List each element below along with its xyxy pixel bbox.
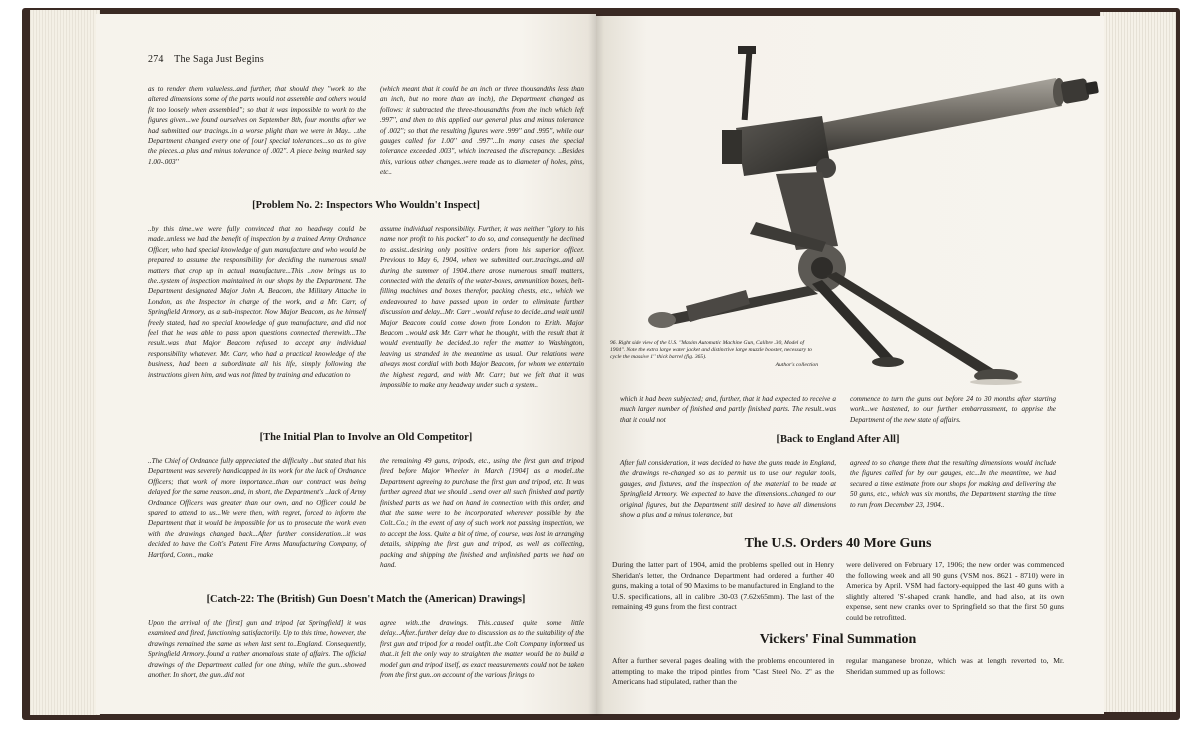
continued-column-left: which it had been subjected; and, further, that it had expected to receive a much larger number of finished and partly finished parts. The result..was that it could not [620, 395, 836, 424]
england-column-left: After full consideration, it was decided to have the guns made in England, the drawings re-changed so as to permit us to use our regular tools, gauges, and fixtures, and the inspection of the material to be made at Springfield Armory. We expected to have the dimensions..changed to our original figures, but the Department still desired to have all dimensions show a plus and a minus tolerance, but [620, 459, 836, 520]
inspectors-column-left: ..by this time..we were fully convinced that no headway could be made..unless we had the benefit of inspection by a trained Army Ordnance Officer, who had special knowledge of gun manufacture and who would be prepared to assume the responsibility for deciding the numerous small matters that crop up in actual manufacture...This ..now brings us to the..system of inspection maintained in our shops by the Department. The Department designated Major John A. Beacom, the Military Attache in London, as the Inspector in charge of the work, and a Mr. Carr, of Springfield Armory, as a sub-inspector. Now Major Beacom, as he himself freely stated, had no special knowledge of gun manufacture, and did not feel that he was able to pass upon questions connected therewith...The result..was that Major Beacom refused to accept any individual responsibility whatever. Mr. Carr, who had a practical knowledge of the business, had been a subordinate all his life, simply following the instructions given him, and was not fitted by training and education to [148, 225, 366, 379]
intro-column-left: as to render them valueless..and further, that should they ''work to the altered dimensions some of the parts would not assemble and others would fit too loosely when assembled''; so that it was impossible to work to the figures given...we found ourselves on September 8th, four months after we had submitted our tracings..in a worse plight than we were in May.. ..the Department changed every one of [our] special tolerances...so as to give the pieces..a plus and minus tolerance of .002''. A piece being marked say 1.00-.003'' [148, 85, 366, 166]
competitor-column-left: ..The Chief of Ordnance fully appreciated the difficulty ..but stated that his Department was severely handicapped in its work for the lack of Ordnance Officers; that work of more importance..than our contract was being delayed for the same reason..and, in short, the Department's ..lack of Army Ordnance Officers was greater than our own, and no Officer could be spared to attend to us...We were then, with regret, forced to inform the Department that it would be impossible for us to prosecute the work even with the drawings changed back...After further consideration...it was decided to have the Colt's Patent Fire Arms Manufacturing Company, of Hartford, Conn., make [148, 457, 366, 559]
section-heading-back-to-england: [Back to England After All] [776, 434, 900, 445]
left-page-edges [30, 10, 100, 715]
orders-column-right: were delivered on February 17, 1906; the new order was commenced the following week and all 90 guns (VSM nos. 8621 - 8710) were in America by April. VSM had factory-equipped the last 40 guns with a slightly altered 'S'-shaped crank handle, and had also, at its own expense, sent new cranks over to Springfield so that the first 50 guns could be retrofitted. [846, 560, 1064, 622]
catch22-column-left: Upon the arrival of the [first] gun and tripod [at Springfield] it was examined and fired, functioning satisfactorily. Up to this time, however, the drawings remained the same as when last sent to..England. Consequently, Springfield Armory..found a rather anomalous state of affairs. The official drawings of the Department called for one thing, while the gun...showed another. In short, the gun..did not [148, 619, 366, 680]
catch22-column-right: agree with..the drawings. This..caused quite some little delay...After..further delay due to discussion as to the suitability of the first gun and tripod for a model outfit..the Colt Company informed us that..it felt the only way to straighten the matter would be to build a model gun and tripod itself, as exact measurements could not be taken from the first gun..on account of the various firings to [380, 619, 584, 680]
book-gutter [588, 14, 604, 716]
summation-column-left: After a further several pages dealing with the problems encountered in attempting to make the tripod pintles from ''Cast Steel No. 2'' as the Americans had stipulated, rather than the [612, 656, 834, 687]
orders-column-left: During the latter part of 1904, amid the problems spelled out in Henry Sheridan's letter, the Ordnance Department had ordered a further 40 guns, making a total of 90 Maxims to be manufactured in England to the U.S. specifications, all in calibre .30-03 (7.62x65mm). The last of the remaining 49 guns from the first contract [612, 560, 834, 612]
machine-gun-photo-icon [626, 36, 1104, 392]
heading-us-orders-40-more-guns: The U.S. Orders 40 More Guns [744, 536, 932, 551]
competitor-column-right: the remaining 49 guns, tripods, etc., using the first gun and tripod fired before Major Wheeler in March [1904] as a model..the Department agreeing to purchase the first gun and tripod, etc. It was further agreed that we should ..send over all such finished and partly finished parts as we had on hand in connection with this order, and that the same were to be incorporated wherever possible by the Colt..Co.; in the event of any of such work not passing inspection, we to accept the loss. Quite a bit of time, of course, was lost in arranging details, shipping the first gun and tripod, as well as collecting, packing and shipping the finished and unfinished parts we had on hand. [380, 457, 584, 570]
right-page-edges [1100, 12, 1176, 712]
continued-column-right: commence to turn the guns out before 24 to 30 months after starting work...we hastened, to our further embarrassment, to apprise the Department of the new state of affairs. [850, 395, 1056, 424]
figure-caption-text: 96. Right side view of the U.S. ''Maxim Automatic Machine Gun, Calibre .30, Model of 1904''. Note the extra large water jacket and distinctive large muzzle booster, necessary to cycle the massive 1'' thick barrel (fig. 365). [610, 340, 812, 361]
left-page [96, 14, 596, 714]
intro-column-right: (which meant that it could be an inch or three thousandths less than an inch, but no more than an inch), the Department changed as follows: it subtracted the three-thousandths from the inch which left .997'', and then to this applied our general plus and minus tolerance of .002''; so that the resulting figures were .999'' and .995'', while our gauges called for 1.00'' and .997''...In many cases the special tolerance exceeded .003'', which increased the discrepancy. ..Besides this, various other changes..were made as to diameter of holes, pins, etc.. [380, 85, 584, 177]
right-page [596, 16, 1104, 714]
page-number: 274 [148, 54, 164, 65]
running-head-title: The Saga Just Begins [174, 54, 264, 65]
england-column-right: agreed to so change them that the resulting dimensions would include the figures called for by our gauges, etc...In the meantime, we had secured a time estimate from our shops for making and delivering the 50 guns, etc., which was six months, the Department starting the time to run from December 23, 1904.. [850, 459, 1056, 509]
section-heading-catch-22: [Catch-22: The (British) Gun Doesn't Match the (American) Drawings] [206, 594, 526, 605]
figure-caption [610, 340, 818, 369]
section-heading-inspectors: [Problem No. 2: Inspectors Who Wouldn't Inspect] [252, 200, 480, 211]
summation-column-right: regular manganese bronze, which was at length reverted to, Mr. Sheridan summed up as follows: [846, 656, 1064, 676]
heading-vickers-final-summation: Vickers' Final Summation [759, 632, 917, 647]
running-head [148, 54, 272, 65]
figure-credit: Author's collection [775, 361, 818, 368]
inspectors-column-right: assume individual responsibility. Further, it was neither ''glory to his name nor profit to his pocket'' to do so, and consequently he declined to assist..desiring only positive orders from his superior officer. Previous to May 6, 1904, when we submitted our..tracings..and all during the summer of 1904..there arose numerous small matters, connected with the details of the water-boxes, ammunition boxes, belt-filling machines and boxes therefor, packing chests, etc., which we endeavoured to have passed upon in order to eliminate further discussion and delay...Mr. Carr ..would refuse to decide..and wait until Major Beacom could come down from London to Erith. Major Beacom ..would ask Mr. Carr what he thought, with the result that it would eventually be decided..to refer the matter to Washington, leaving us stranded in the meantime as usual. Our relations were always most cordial with both Major Beacom, for whom we entertain the highest regard, and with Mr. Carr; but we felt that it was impossible to make any headway under such a system.. [380, 225, 584, 390]
section-heading-old-competitor: [The Initial Plan to Involve an Old Competitor] [259, 432, 473, 443]
